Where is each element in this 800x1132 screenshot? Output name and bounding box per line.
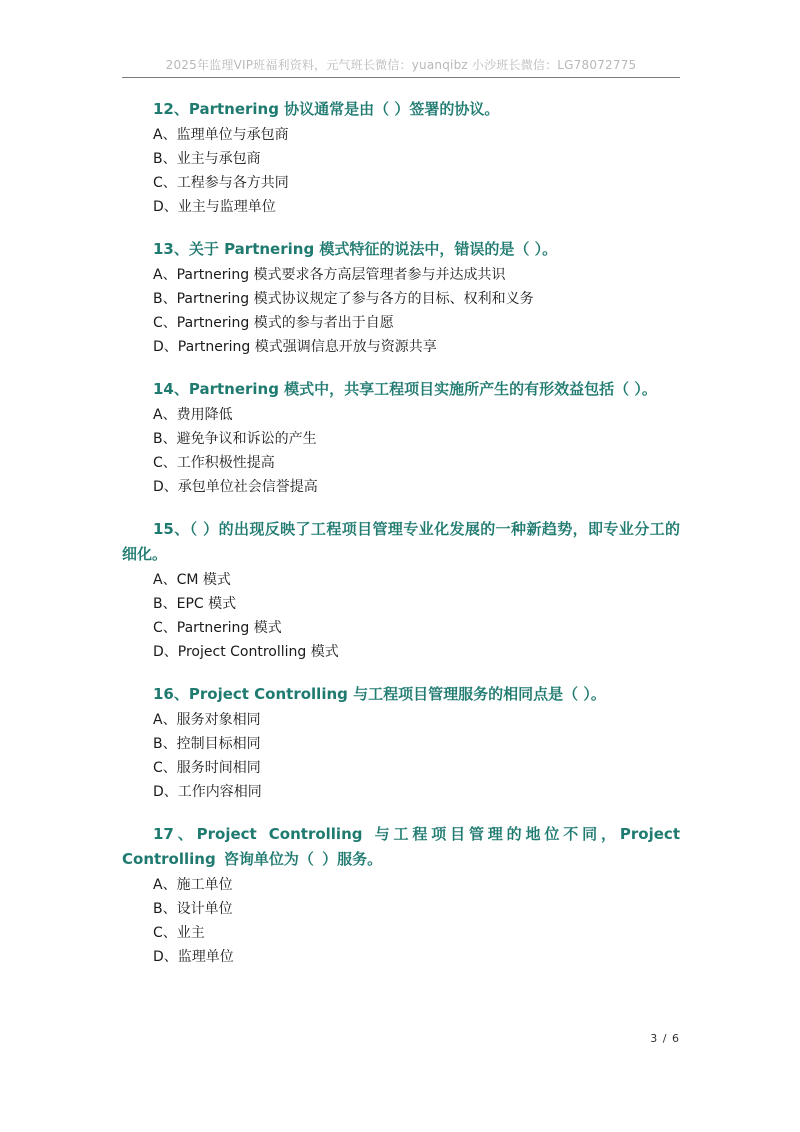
question-text: 13、关于 Partnering 模式特征的说法中，错误的是（ ）。: [153, 240, 558, 258]
option-b: B、控制目标相同: [153, 736, 261, 752]
option-a: A、Partnering 模式要求各方高层管理者参与并达成共识: [153, 267, 506, 283]
option-b: B、Partnering 模式协议规定了参与各方的目标、权利和义务: [153, 291, 534, 307]
option-c: C、工程参与各方共同: [153, 175, 289, 191]
option-c: C、服务时间相同: [153, 760, 261, 776]
option-d: D、Partnering 模式强调信息开放与资源共享: [153, 339, 437, 355]
question-text: 14、Partnering 模式中，共享工程项目实施所产生的有形效益包括（ ）。: [153, 380, 657, 398]
option-a: A、费用降低: [153, 407, 233, 423]
header-divider: [122, 77, 680, 78]
question-13: [122, 237, 680, 359]
option-d: D、Project Controlling 模式: [153, 644, 339, 660]
question-14: [122, 377, 680, 499]
page-header: 2025年监理VIP班福利资料，元气班长微信：yuanqibz 小沙班长微信：LG78072775: [165, 58, 637, 72]
question-text: 16、Project Controlling 与工程项目管理服务的相同点是（ ）。: [153, 685, 606, 703]
option-b: B、避免争议和诉讼的产生: [153, 431, 317, 447]
question-15: [122, 517, 680, 664]
option-a: A、CM 模式: [153, 572, 231, 588]
option-d: D、工作内容相同: [153, 784, 262, 800]
option-d: D、业主与监理单位: [153, 199, 276, 215]
option-a: A、服务对象相同: [153, 712, 261, 728]
option-d: D、监理单位: [153, 949, 234, 965]
question-16: [122, 682, 680, 804]
question-12: [122, 97, 680, 219]
option-b: B、EPC 模式: [153, 596, 237, 612]
question-list: [122, 97, 680, 987]
option-c: C、Partnering 模式的参与者出于自愿: [153, 315, 394, 331]
question-text: 17、Project Controlling 与工程项目管理的地位不同，Project Controlling 咨询单位为（ ）服务。: [122, 825, 680, 868]
option-a: A、监理单位与承包商: [153, 127, 289, 143]
option-c: C、工作积极性提高: [153, 455, 275, 471]
option-d: D、承包单位社会信誉提高: [153, 479, 318, 495]
question-17: [122, 822, 680, 969]
option-a: A、施工单位: [153, 877, 233, 893]
option-b: B、设计单位: [153, 901, 233, 917]
question-text: 15、（ ）的出现反映了工程项目管理专业化发展的一种新趋势，即专业分工的细化。: [122, 520, 680, 563]
option-b: B、业主与承包商: [153, 151, 261, 167]
option-c: C、Partnering 模式: [153, 620, 282, 636]
page-number: 3 / 6: [650, 1032, 680, 1045]
question-text: 12、Partnering 协议通常是由（ ）签署的协议。: [153, 100, 500, 118]
option-c: C、业主: [153, 925, 205, 941]
